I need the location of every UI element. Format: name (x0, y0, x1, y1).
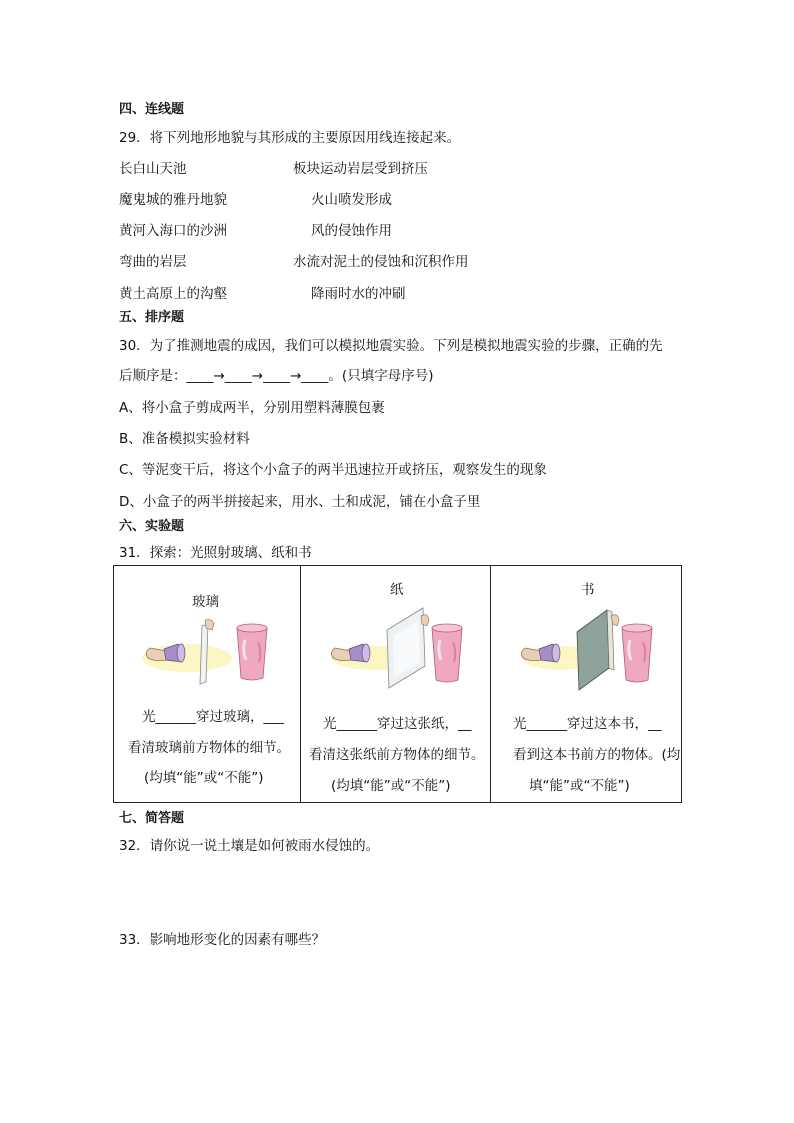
cell-line1: 光______穿过这本书，__ (513, 716, 662, 732)
question-33: 33．影响地形变化的因素有哪些？ (119, 932, 326, 948)
option-d: D、小盒子的两半拼接起来，用水、土和成泥，铺在小盒子里 (119, 494, 481, 510)
match-left-5: 黄土高原上的沟壑 (119, 286, 227, 302)
match-right-1: 板块运动岩层受到挤压 (293, 161, 428, 177)
match-right-5: 降雨时水的冲刷 (311, 286, 406, 302)
table-cell-paper (301, 566, 490, 802)
flashlight-glass-cup-illustration (142, 616, 282, 686)
table-cell-glass (114, 566, 300, 802)
question-32: 32．请你说一说土壤是如何被雨水侵蚀的。 (119, 838, 380, 854)
cell-title: 纸 (390, 582, 404, 598)
flashlight-paper-cup-illustration (329, 602, 479, 692)
question-30-line1: 30．为了推测地震的成因，我们可以模拟地震实验。下列是模拟地震实验的步骤，正确的先 (119, 338, 663, 354)
question-29: 29．将下列地形地貌与其形成的主要原因用线连接起来。 (119, 130, 461, 146)
section5-heading: 五、排序题 (119, 310, 185, 325)
cell-line3: 填“能”或“不能”) (529, 778, 630, 794)
question-30-line2: 后顺序是：____→____→____→____。(只填字母序号) (119, 368, 434, 384)
cell-line2: 看清这张纸前方物体的细节。 (309, 747, 485, 763)
cell-title: 书 (581, 582, 595, 598)
match-left-1: 长白山天池 (119, 161, 187, 177)
option-b: B、准备模拟实验材料 (119, 431, 250, 447)
cell-title: 玻璃 (192, 594, 219, 610)
section4-heading: 四、连线题 (119, 102, 185, 117)
experiment-table (113, 565, 682, 803)
cell-line2: 看清玻璃前方物体的细节。 (128, 740, 290, 756)
flashlight-book-cup-illustration (519, 602, 669, 692)
cell-line1: 光______穿过玻璃，___ (142, 709, 284, 725)
section7-heading: 七、简答题 (119, 811, 185, 826)
question-31: 31．探索：光照射玻璃、纸和书 (119, 545, 312, 561)
match-right-2: 火山喷发形成 (311, 192, 392, 208)
match-left-4: 弯曲的岩层 (119, 254, 187, 270)
option-c: C、等泥变干后，将这个小盒子的两半迅速拉开或挤压，观察发生的现象 (119, 462, 547, 478)
cell-line3: (均填“能”或“不能”) (144, 770, 264, 786)
table-cell-book (491, 566, 681, 802)
cell-line1: 光______穿过这张纸，__ (323, 716, 472, 732)
option-a: A、将小盒子剪成两半，分别用塑料薄膜包裹 (119, 400, 385, 416)
cell-line3: (均填“能”或“不能”) (331, 778, 451, 794)
match-right-3: 风的侵蚀作用 (311, 223, 392, 239)
match-left-3: 黄河入海口的沙洲 (119, 223, 227, 239)
cell-line2: 看到这本书前方的物体。(均 (513, 747, 681, 763)
match-right-4: 水流对泥土的侵蚀和沉积作用 (293, 254, 469, 270)
section6-heading: 六、实验题 (119, 519, 185, 534)
match-left-2: 魔鬼城的雅丹地貌 (119, 192, 227, 208)
